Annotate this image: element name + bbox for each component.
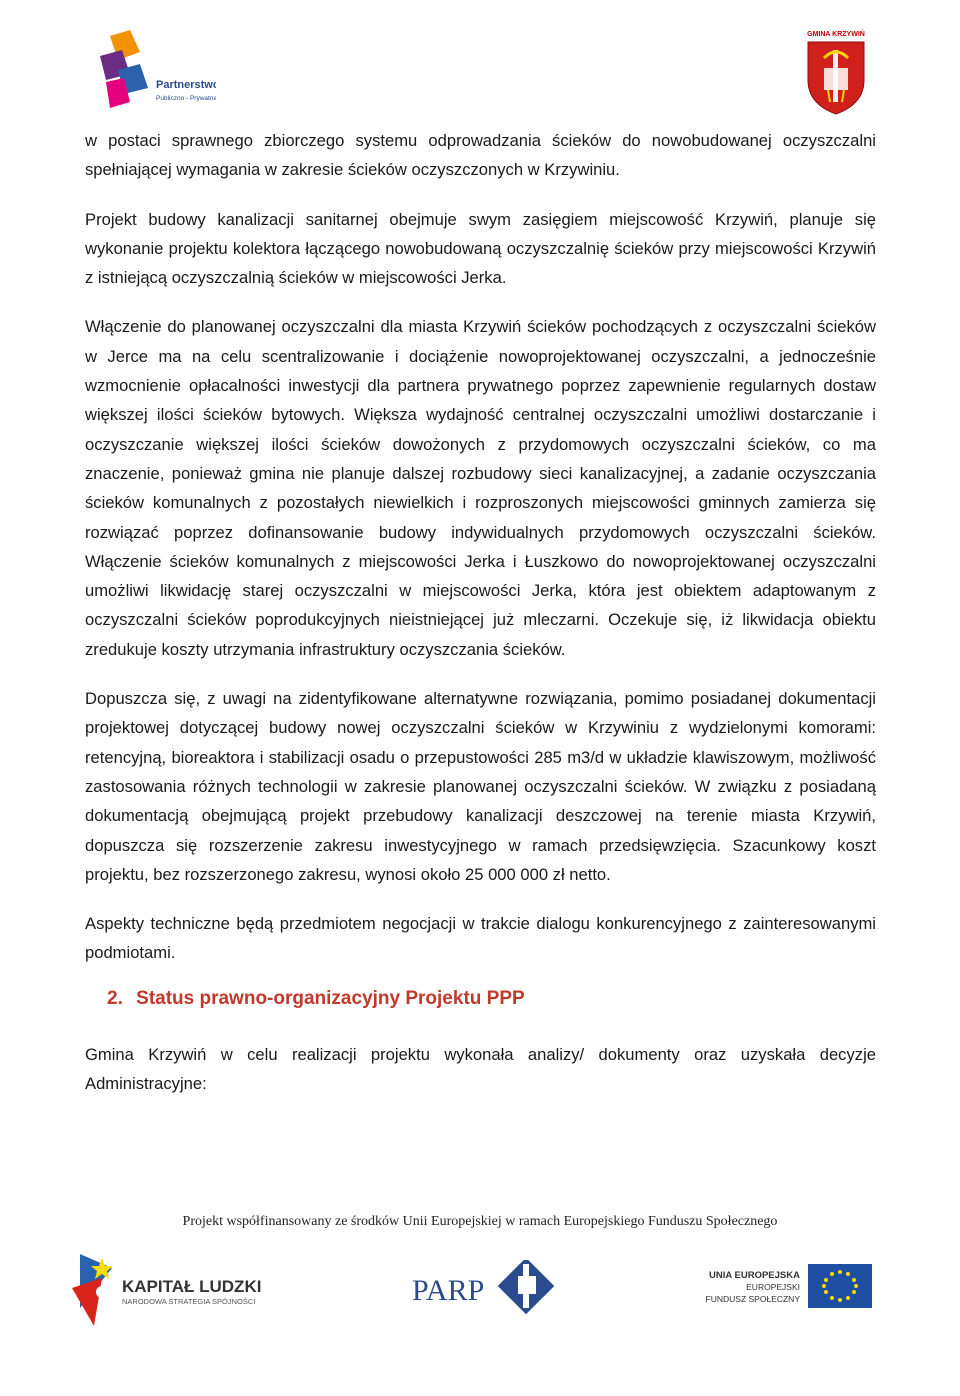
eu-efs-logo xyxy=(700,1258,880,1318)
ppp-logo-subtext: Publiczno - Prywatne xyxy=(156,95,216,102)
paragraph-2: Projekt budowy kanalizacji sanitarnej obejmuje swym zasięgiem miejscowość Krzywiń, planuje się wykonanie projektu kolektora łączącego nowobudowaną oczyszczalnię ścieków przy miejscowości Krzywiń z istniejącą oczyszczalnią ścieków w miejscowości Jerka. xyxy=(85,209,876,288)
parp-logo xyxy=(410,1260,560,1320)
kapital-ludzki-logo xyxy=(72,1248,302,1334)
footer-cofinancing-note: Projekt współfinansowany ze środków Unii Europejskiej w ramach Europejskiego Funduszu Społecznego xyxy=(182,1214,778,1229)
section-heading xyxy=(85,988,876,1010)
gmina-krzywin-coat-of-arms xyxy=(800,28,872,116)
ppp-logo xyxy=(96,30,216,110)
kl-subtitle: NARODOWA STRATEGIA SPÓJNOŚCI xyxy=(122,1297,256,1306)
paragraph-after-heading: Gmina Krzywiń w celu realizacji projektu wykonała analizy/ dokumenty oraz uzyskała decyzje Administracyjne: xyxy=(85,1044,876,1094)
ue-line2: EUROPEJSKI xyxy=(746,1282,800,1292)
parp-text: PARP xyxy=(412,1274,485,1307)
paragraph-3: Włączenie do planowanej oczyszczalni dla miasta Krzywiń ścieków pochodzących z oczyszczalni ścieków w Jerce ma na celu scentralizowanie i dociążenie nowoprojektowanej oczyszczalni, a jednocześnie wzmocnienie opłacalności inwestycji dla partnera prywatnego poprzez zapewnienie regularnych dostaw większej ilości ścieków bytowych. Większa wydajność centralnej oczyszczalni umożliwi dostarczanie i oczyszczanie większej ilości ścieków dowożonych z przydomowych oczyszczalni ścieków, co ma znaczenie, ponieważ gmina nie planuje dalszej rozbudowy sieci kanalizacyjnej, a zadanie oczyszczania ścieków komunalnych z pozostałych niewielkich i rozproszonych miejscowości gminnych zamierza się rozwiązać poprzez dofinansowanie budowy indywidualnych przydomowych oczyszczalni ścieków. Włączenie ścieków komunalnych z miejscowości Jerka i Łuszkowo do nowoprojektowanej oczyszczalni umożliwi likwidację starej oczyszczalni w miejscowości Jerka, która jest obiektem adaptowanym z oczyszczalni ścieków poprodukcyjnych nieistniejącej już mleczarni. Oczekuje się, iż likwidacja obiektu zredukuje koszty utrzymania infrastruktury oczyszczania ścieków. xyxy=(85,317,876,659)
footer-logos xyxy=(0,1248,960,1348)
section-title: Status prawno-organizacyjny Projektu PPP xyxy=(136,987,525,1009)
document-body xyxy=(85,126,876,1118)
ppp-logo-text: Partnerstwo xyxy=(156,79,216,91)
paragraph-4: Dopuszcza się, z uwagi na zidentyfikowane alternatywne rozwiązania, pomimo posiadanej dokumentacji projektowej dotyczącej budowy nowej oczyszczalni ścieków w Krzywiniu z wydzielonymi komorami: retencyjną, bioreaktora i stabilizacji osadu o przepustowości 285 m3/d w układzie klawiszowym, możliwość zastosowania różnych technologii w zakresie planowanej oczyszczalni ścieków. W związku z posiadaną dokumentacją obejmującą projekt przebudowy kanalizacji deszczowej na terenie miasta Krzywiń, dopuszcza się rozszerzenie zakresu inwestycyjnego w ramach przedsięwzięcia. Szacunkowy koszt projektu, bez rozszerzonego zakresu, wynosi około 25 000 000 zł netto. xyxy=(85,689,876,884)
section-number: 2. xyxy=(107,987,123,1009)
ue-line3: FUNDUSZ SPOŁECZNY xyxy=(705,1294,800,1304)
gmina-logo-text: GMINA KRZYWIŃ xyxy=(807,31,865,38)
ue-line1: UNIA EUROPEJSKA xyxy=(709,1270,800,1281)
kl-title: KAPITAŁ LUDZKI xyxy=(122,1277,262,1296)
paragraph-5: Aspekty techniczne będą przedmiotem negocjacji w trakcie dialogu konkurencyjnego z zainteresowanymi podmiotami. xyxy=(85,914,876,963)
paragraph-1: w postaci sprawnego zbiorczego systemu odprowadzania ścieków do nowobudowanej oczyszczalni spełniającej wymagania w zakresie ścieków oczyszczonych w Krzywiniu. xyxy=(85,131,876,180)
